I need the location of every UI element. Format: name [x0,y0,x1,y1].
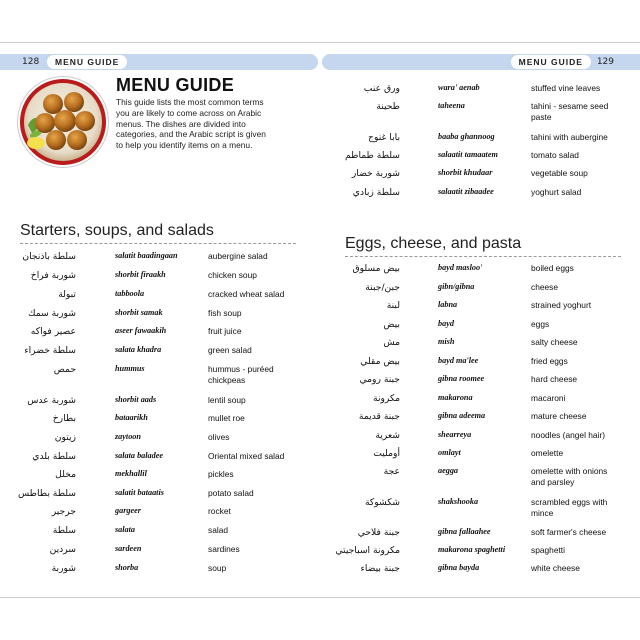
section-rule-starters [20,243,296,244]
transliteration: makarona [438,393,473,402]
transliteration: gibna bayda [438,563,480,572]
arabic-term: شوربة عدس [27,395,76,406]
transliteration: gibna fallaahee [438,527,491,536]
left-header-title: MENU GUIDE [55,57,120,67]
arabic-term: أومليت [373,448,400,459]
transliteration: mekhallil [115,469,147,478]
left-page-number: 128 [22,57,40,67]
transliteration: salaatit tamaatem [438,150,498,159]
transliteration: shorbit khudaar [438,168,493,177]
falafel-plate-photo [18,77,108,167]
transliteration: hummus [115,364,145,373]
english-meaning: sardines [208,544,240,554]
transliteration: tabboola [115,289,145,298]
english-meaning: noodles (angel hair) [531,430,606,440]
english-meaning: cracked wheat salad [208,289,285,299]
transliteration: salaatit zibaadee [438,187,494,196]
english-meaning: mature cheese [531,411,587,421]
english-meaning: fried eggs [531,356,568,366]
arabic-term: جبن/جبنة [365,282,400,293]
english-meaning: aubergine salad [208,251,268,261]
arabic-term: شوربة سمك [27,308,76,319]
transliteration: bataarikh [115,413,148,422]
transliteration: shorbit aads [115,395,157,404]
transliteration: salatit bataatis [115,488,164,497]
english-meaning: chicken soup [208,270,257,280]
right-header-title: MENU GUIDE [518,57,583,67]
english-meaning: tomato salad [531,150,579,160]
transliteration: labna [438,300,458,309]
right-page-header [322,54,640,70]
arabic-term: جبنة رومي [359,374,400,385]
transliteration: shorbit samak [115,308,163,317]
english-meaning: pickles [208,469,234,479]
arabic-term: جبنة بيضاء [360,563,400,574]
transliteration: salata baladee [115,451,163,460]
english-meaning: mullet roe [208,413,245,423]
arabic-term: سردين [49,544,76,555]
transliteration: sardeen [115,544,142,553]
guide-title: MENU GUIDE [116,75,235,95]
english-meaning: yoghurt salad [531,187,582,197]
arabic-term: سلطة بلدي [32,451,76,462]
arabic-term: بيض مقلي [360,356,400,367]
section-title-starters: Starters, soups, and salads [20,222,214,239]
transliteration: aegga [438,466,459,475]
arabic-term: عصير فواكه [30,326,76,337]
arabic-term: تبولة [58,289,76,300]
arabic-term: سلطة [52,525,76,536]
arabic-term: شعرية [375,430,400,441]
arabic-term: بيض مسلوق [352,263,400,274]
right-header-pill [511,55,591,69]
arabic-term: شوربة فراخ [30,270,76,281]
arabic-term: جبنة فلاحي [357,527,400,538]
english-meaning: vegetable soup [531,168,588,178]
english-meaning: white cheese [531,563,580,573]
arabic-term: ورق عنب [363,83,400,94]
english-meaning: fruit juice [208,326,242,336]
arabic-term: شوربة [51,563,76,574]
left-header-pill [47,55,127,69]
arabic-term: سلطة بطاطس [17,488,76,499]
left-page-header [0,54,318,70]
english-meaning: tahini with aubergine [531,132,608,142]
arabic-term: مش [383,337,400,348]
english-meaning: lentil soup [208,395,246,405]
arabic-term: طحينة [376,101,400,112]
english-meaning: hard cheese [531,374,578,384]
arabic-term: لبنة [386,300,400,311]
english-meaning: omelette with onions and parsley [531,466,608,487]
transliteration: aseer fawaakih [115,326,167,335]
transliteration: shorbit firaakh [115,270,166,279]
english-meaning: cheese [531,282,559,292]
arabic-term: شوربة خضار [351,168,400,179]
transliteration: gibna adeema [438,411,486,420]
arabic-term: جرجير [51,506,76,517]
english-meaning: salty cheese [531,337,578,347]
transliteration: zaytoon [115,432,141,441]
guide-intro-text: This guide lists the most common terms you are likely to come across on Arabic menus. The dishes are divided into categories, and the Arabic script is given to help you identify items on a menu. [116,97,266,151]
arabic-term: حمص [53,364,76,375]
english-meaning: hummus - puréed chickpeas [208,364,274,385]
arabic-term: سلطة طماطم [345,150,400,161]
arabic-term: مكرونة [373,393,400,404]
arabic-term: مخلل [55,469,76,480]
arabic-term: شكشوكة [364,497,400,508]
english-meaning: omelette [531,448,564,458]
english-meaning: scrambled eggs with mince [531,497,608,518]
right-page-number: 129 [596,57,614,67]
english-meaning: strained yoghurt [531,300,592,310]
english-meaning: green salad [208,345,252,355]
transliteration: salatit baadingaan [115,251,178,260]
english-meaning: fish soup [208,308,242,318]
arabic-term: بطارخ [52,413,76,424]
english-meaning: spaghetti [531,545,565,555]
arabic-term: زيتون [54,432,76,443]
transliteration: salata khadra [115,345,162,354]
transliteration: wara' aenab [438,83,480,92]
arabic-term: مكرونة اسباجيتي [335,545,400,556]
english-meaning: Oriental mixed salad [208,451,285,461]
transliteration: shakshooka [438,497,479,506]
english-meaning: rocket [208,506,231,516]
english-meaning: soup [208,563,227,573]
transliteration: shorba [115,563,139,572]
english-meaning: potato salad [208,488,254,498]
transliteration: baaba ghannoog [438,132,495,141]
arabic-term: بابا غنوج [368,132,400,143]
english-meaning: soft farmer's cheese [531,527,607,537]
transliteration: gibna roomee [438,374,485,383]
arabic-term: سلطة باذنجان [22,251,76,262]
section-rule-eggs [345,256,621,257]
arabic-term: بيض [383,319,400,330]
transliteration: bayd [438,319,454,328]
transliteration: mish [438,337,455,346]
english-meaning: tahini - sesame seed paste [531,101,609,122]
english-meaning: stuffed vine leaves [531,83,601,93]
arabic-term: جبنة قديمة [358,411,400,422]
transliteration: gargeer [115,506,141,515]
transliteration: bayd masloo' [438,263,483,272]
transliteration: taheena [438,101,465,110]
english-meaning: salad [208,525,229,535]
transliteration: makarona spaghetti [438,545,506,554]
transliteration: gibn/gibna [438,282,475,291]
transliteration: omlayt [438,448,461,457]
transliteration: bayd ma'lee [438,356,479,365]
arabic-term: عجة [383,466,400,477]
english-meaning: boiled eggs [531,263,574,273]
arabic-term: سلطة زبادي [352,187,400,198]
english-meaning: olives [208,432,230,442]
arabic-term: سلطة خضراء [24,345,76,356]
transliteration: shearreya [438,430,472,439]
section-title-eggs: Eggs, cheese, and pasta [345,235,522,252]
transliteration: salata [115,525,136,534]
english-meaning: eggs [531,319,550,329]
english-meaning: macaroni [531,393,566,403]
